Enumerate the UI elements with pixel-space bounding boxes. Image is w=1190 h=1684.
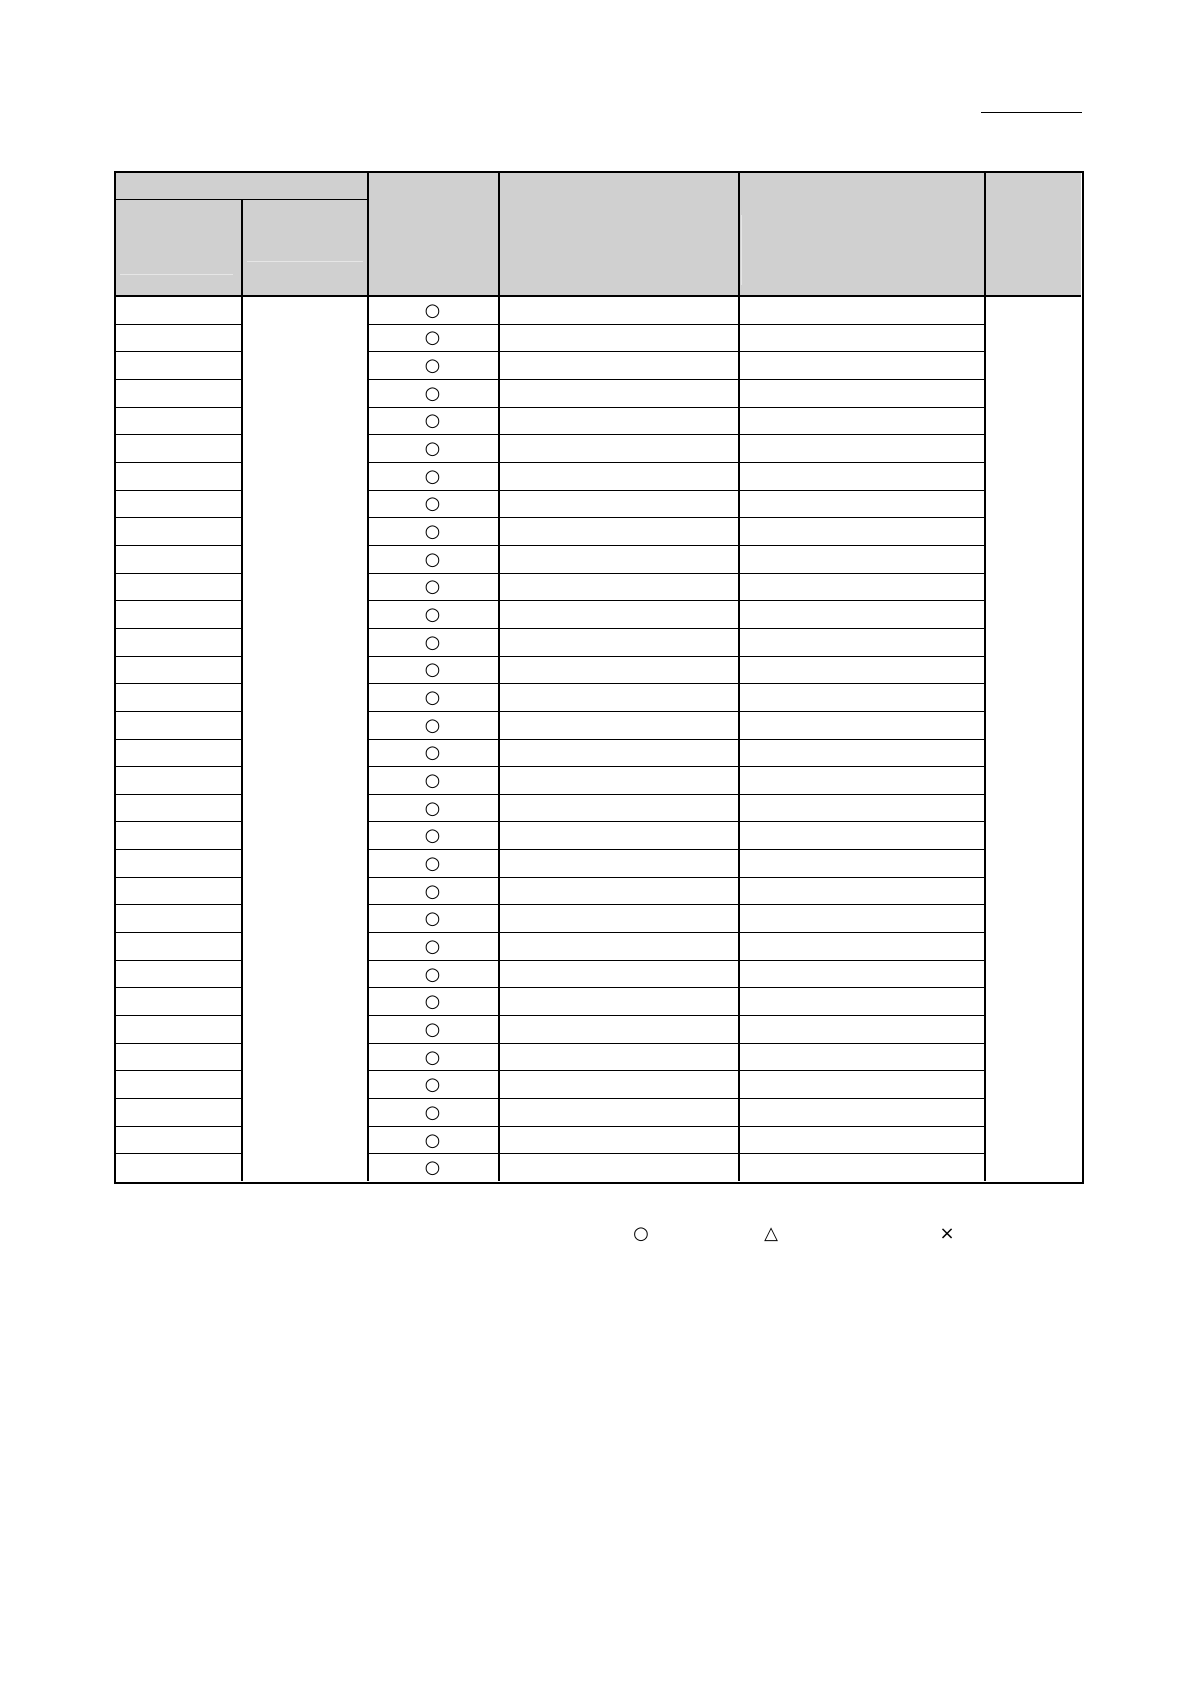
row-mark-circle: ○	[424, 1157, 441, 1179]
row-mark-circle: ○	[424, 769, 441, 791]
table-row	[116, 462, 1081, 490]
row-mark-circle: ○	[424, 687, 441, 709]
row-mark-circle: ○	[424, 438, 441, 460]
column-header	[498, 173, 738, 296]
row-mark-circle: ○	[424, 548, 441, 570]
table-row	[116, 960, 1081, 988]
row-mark-circle: ○	[424, 1046, 441, 1068]
table-row	[116, 794, 1081, 822]
table-row	[116, 517, 1081, 545]
row-mark-circle: ○	[424, 935, 441, 957]
row-mark-circle: ○	[424, 355, 441, 377]
table-row	[116, 932, 1081, 960]
row-mark-circle: ○	[424, 576, 441, 598]
table-row	[116, 1015, 1081, 1043]
row-mark-circle: ○	[424, 382, 441, 404]
row-mark-circle: ○	[424, 465, 441, 487]
table-row	[116, 683, 1081, 711]
row-mark-circle: ○	[424, 1129, 441, 1151]
table-row	[116, 656, 1081, 684]
row-mark-circle: ○	[424, 880, 441, 902]
row-mark-circle: ○	[424, 604, 441, 626]
legend-triangle: △	[764, 1222, 778, 1244]
row-mark-circle: ○	[424, 521, 441, 543]
table-row	[116, 573, 1081, 601]
row-mark-circle: ○	[424, 1018, 441, 1040]
row-mark-circle: ○	[424, 852, 441, 874]
table-row	[116, 490, 1081, 518]
row-mark-circle: ○	[424, 299, 441, 321]
row-mark-circle: ○	[424, 493, 441, 515]
row-mark-circle: ○	[424, 659, 441, 681]
row-mark-circle: ○	[424, 797, 441, 819]
header-faint-line	[120, 274, 233, 275]
column-header	[984, 173, 1081, 296]
legend-cross: ×	[939, 1222, 955, 1244]
table-row	[116, 904, 1081, 932]
table-row	[116, 407, 1081, 435]
row-mark-circle: ○	[424, 742, 441, 764]
column-header	[116, 199, 241, 296]
header-band-label	[116, 173, 367, 199]
table-row	[116, 379, 1081, 407]
row-mark-circle: ○	[424, 825, 441, 847]
row-mark-circle: ○	[424, 908, 441, 930]
table-row	[116, 766, 1081, 794]
table-row	[116, 296, 1081, 324]
table-row	[116, 545, 1081, 573]
row-mark-circle: ○	[424, 327, 441, 349]
table-row	[116, 324, 1081, 352]
row-mark-circle: ○	[424, 991, 441, 1013]
table-row	[116, 628, 1081, 656]
table-row	[116, 711, 1081, 739]
table-row	[116, 1043, 1081, 1071]
table-row	[116, 1126, 1081, 1154]
table-row	[116, 434, 1081, 462]
row-mark-circle: ○	[424, 1101, 441, 1123]
row-mark-circle: ○	[424, 631, 441, 653]
row-mark-circle: ○	[424, 410, 441, 432]
table-row	[116, 877, 1081, 905]
legend-circle: ○	[633, 1222, 649, 1244]
row-mark-circle: ○	[424, 963, 441, 985]
table-row	[116, 987, 1081, 1015]
row-mark-circle: ○	[424, 1074, 441, 1096]
table-row	[116, 739, 1081, 767]
column-header	[367, 173, 498, 296]
header-faint-line	[247, 261, 363, 262]
header-rule	[981, 112, 1082, 113]
column-header	[241, 199, 367, 296]
row-mark-circle: ○	[424, 714, 441, 736]
table-row	[116, 821, 1081, 849]
table-row	[116, 1153, 1081, 1181]
table-row	[116, 1070, 1081, 1098]
table-row	[116, 351, 1081, 379]
checklist-table	[114, 171, 1084, 1184]
table-row	[116, 849, 1081, 877]
column-header	[738, 173, 984, 296]
header-faint-line	[741, 215, 742, 285]
table-row	[116, 1098, 1081, 1126]
table-row	[116, 600, 1081, 628]
